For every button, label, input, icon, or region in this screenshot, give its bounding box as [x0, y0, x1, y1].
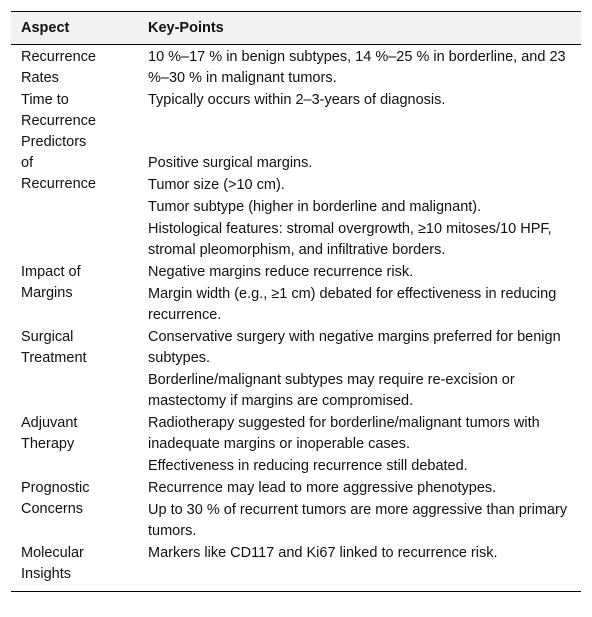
key-point: Positive surgical margins. — [148, 155, 313, 171]
key-point: Histological features: stromal overgrowth, ≥10 mitoses/10 HPF, stromal pleomorphism, and infiltrative borders. — [148, 221, 552, 258]
aspect-line: Margins — [21, 285, 73, 301]
table-row — [11, 413, 581, 478]
keypoints-cell — [139, 478, 581, 543]
aspect-line: Insights — [21, 566, 71, 582]
key-point: Typically occurs within 2–3-years of diagnosis. — [148, 92, 446, 108]
aspect-line: Molecular — [21, 545, 84, 561]
aspect-cell — [11, 90, 139, 132]
key-point: Effectiveness in reducing recurrence still debated. — [148, 458, 468, 474]
keypoints-cell — [139, 327, 581, 413]
table-row — [11, 47, 581, 90]
aspect-line: Prognostic — [21, 480, 90, 496]
aspect-line: Predictors — [21, 134, 87, 150]
keypoints-cell — [139, 132, 581, 262]
key-point: Tumor size (>10 cm). — [148, 177, 285, 193]
key-point: Markers like CD117 and Ki67 linked to recurrence risk. — [148, 545, 498, 561]
aspect-line: Adjuvant — [21, 415, 78, 431]
table-row — [11, 478, 581, 543]
keypoints-cell — [139, 47, 581, 90]
keypoints-cell — [139, 413, 581, 478]
table-body — [11, 45, 581, 592]
keypoints-cell — [139, 90, 581, 112]
aspect-cell — [11, 132, 139, 195]
aspect-cell — [11, 262, 139, 304]
key-point: Radiotherapy suggested for borderline/malignant tumors with inadequate margins or inoperable cases. — [148, 415, 540, 452]
aspect-line: Surgical — [21, 329, 74, 345]
header-aspect: Aspect — [21, 19, 70, 36]
table-row — [11, 327, 581, 413]
table-row — [11, 132, 581, 262]
keypoints-cell — [139, 262, 581, 327]
key-point: 10 %–17 % in benign subtypes, 14 %–25 % in borderline, and 23 %–30 % in malignant tumors. — [148, 49, 566, 86]
key-point: Margin width (e.g., ≥1 cm) debated for effectiveness in reducing recurrence. — [148, 286, 557, 323]
table-header-row — [11, 12, 581, 45]
recurrence-table — [11, 11, 581, 592]
aspect-line: Impact of — [21, 264, 81, 280]
aspect-line: of — [21, 155, 34, 171]
aspect-line: Time to — [21, 92, 69, 108]
aspect-line: Therapy — [21, 436, 75, 452]
aspect-cell — [11, 47, 139, 89]
header-keypoints: Key-Points — [148, 19, 224, 36]
aspect-line: Treatment — [21, 350, 87, 366]
table-row — [11, 90, 581, 132]
aspect-cell — [11, 327, 139, 369]
key-point: Recurrence may lead to more aggressive phenotypes. — [148, 480, 497, 496]
aspect-cell — [11, 413, 139, 455]
aspect-cell — [11, 543, 139, 585]
key-point: Borderline/malignant subtypes may require re-excision or mastectomy if margins are compromised. — [148, 372, 515, 409]
table-row — [11, 543, 581, 585]
keypoints-cell — [139, 543, 581, 565]
key-point: Conservative surgery with negative margins preferred for benign subtypes. — [148, 329, 561, 366]
table-row — [11, 262, 581, 327]
key-point: Up to 30 % of recurrent tumors are more aggressive than primary tumors. — [148, 502, 568, 539]
aspect-line: Rates — [21, 70, 59, 86]
key-point: Negative margins reduce recurrence risk. — [148, 264, 414, 280]
aspect-line: Recurrence — [21, 176, 96, 192]
aspect-line: Concerns — [21, 501, 84, 517]
aspect-line: Recurrence — [21, 113, 96, 129]
key-point: Tumor subtype (higher in borderline and malignant). — [148, 199, 482, 215]
aspect-line: Recurrence — [21, 49, 96, 65]
aspect-cell — [11, 478, 139, 520]
blank-line — [148, 132, 573, 153]
